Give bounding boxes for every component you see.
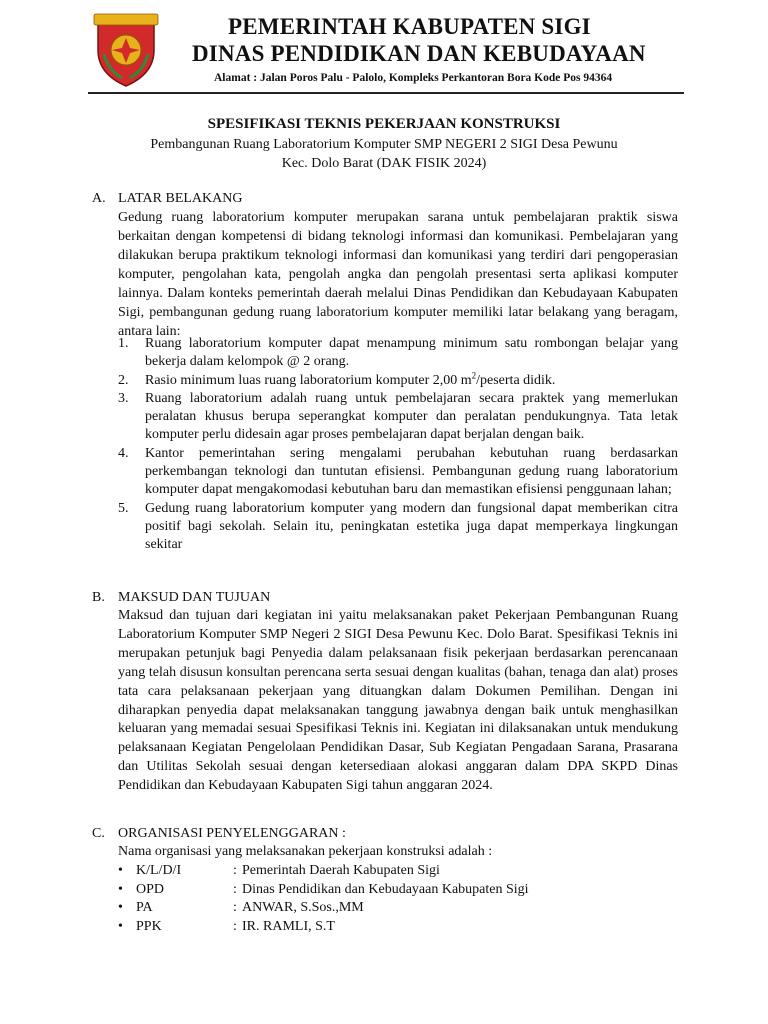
document-subtitle-1: Pembangunan Ruang Laboratorium Komputer SMP NEGERI 2 SIGI Desa Pewunu: [150, 137, 618, 152]
separator: :: [233, 863, 237, 878]
section-a-heading: LATAR BELAKANG: [118, 191, 243, 206]
separator: :: [233, 881, 237, 897]
section-c-letter: C.: [92, 826, 105, 841]
list-item: [118, 369, 678, 390]
list-item-text: Gedung ruang laboratorium komputer yang modern dan fungsional dapat memberikan citra positif bagi sekolah. Selain itu, peningkatan estetika juga dapat memperkaya lingkungan sekitar: [145, 500, 678, 553]
organization-list: [118, 862, 678, 936]
list-item-text: Rasio minimum luas ruang laboratorium komputer 2,00 m: [145, 372, 472, 388]
organization-row: [118, 881, 678, 900]
bullet: •: [118, 918, 123, 934]
list-item: [118, 500, 678, 555]
list-item-number: 2.: [118, 372, 129, 388]
organization-value: ANWAR, S.Sos.,MM: [242, 900, 364, 915]
letterhead-address: Alamat : Jalan Poros Palu - Palolo, Kompleks Perkantoran Bora Kode Pos 94364: [214, 72, 613, 84]
list-item-text: Kantor pemerintahan sering mengalami perubahan kebutuhan ruang berdasarkan perkembangan teknologi dan tuntutan efisiensi. Pembangunan gedung ruang laboratorium komputer dapat mengakomodasi kebutuhan baru dan memastikan efisiensi penggunaan lahan;: [145, 445, 678, 498]
organization-row: [118, 899, 678, 918]
section-a-intro: Gedung ruang laboratorium komputer merupakan sarana untuk pembelajaran praktik siswa berkaitan dengan kompetensi di bidang teknologi informasi dan komunikasi. Pembelajaran yang dilakukan berupa praktikum teknologi informasi dan komunikasi yang terdiri dari pengoperasian komputer, pengolahan kata, pengolah angka dan pengolah presentasi serta aplikasi komputer lainnya. Dalam konteks pemerintah daerah melalui Dinas Pendidikan dan Kebudayaan Kabupaten Sigi, pembangunan gedung ruang laboratorium komputer memiliki latar belakang yang beragam, antara lain:: [118, 210, 678, 339]
list-item-number: 4.: [118, 445, 129, 461]
list-item: [118, 390, 678, 445]
organization-value: Pemerintah Daerah Kabupaten Sigi: [242, 863, 440, 878]
bullet: •: [118, 900, 123, 915]
separator: :: [233, 918, 237, 934]
list-item-text: Ruang laboratorium adalah ruang untuk pembelajaran secara praktek yang memerlukan peralatan khusus berupa seperangkat komputer dan peralatan pendukungnya. Tata letak komputer perlu didesain agar proses pembelajaran dapat berjalan dengan baik.: [145, 390, 678, 443]
kabupaten-sigi-logo: [92, 10, 160, 88]
section-a-list: [118, 335, 678, 555]
organization-row: [118, 918, 678, 937]
section-a-letter: A.: [92, 191, 106, 206]
organization-key: PA: [136, 900, 153, 915]
bullet: •: [118, 863, 123, 878]
organization-row: [118, 862, 678, 881]
letterhead: [88, 8, 688, 90]
list-item-number: 1.: [118, 336, 129, 351]
organization-key: K/L/D/I: [136, 863, 182, 878]
list-item-text: Ruang laboratorium komputer dapat menampung minimum satu rombongan belajar yang bekerja dalam kelompok @ 2 orang.: [145, 336, 678, 370]
document-subtitle-2: Kec. Dolo Barat (DAK FISIK 2024): [281, 156, 487, 171]
bullet: •: [118, 881, 123, 897]
letterhead-divider: [88, 92, 684, 94]
list-item: [118, 335, 678, 372]
letterhead-line-1: PEMERINTAH KABUPATEN SIGI: [228, 14, 591, 39]
organization-value: IR. RAMLI, S.T: [242, 918, 335, 934]
section-c-heading: ORGANISASI PENYELENGGARAN :: [118, 826, 346, 841]
organization-key: OPD: [136, 881, 165, 897]
organization-value: Dinas Pendidikan dan Kebudayaan Kabupaten Sigi: [242, 881, 529, 897]
organization-key: PPK: [136, 918, 162, 934]
letterhead-line-2: DINAS PENDIDIKAN DAN KEBUDAYAAN: [192, 41, 646, 66]
list-item-number: 5.: [118, 500, 129, 516]
superscript: 2: [471, 369, 477, 380]
separator: :: [233, 900, 237, 915]
section-b-letter: B.: [92, 590, 105, 605]
section-c-intro: Nama organisasi yang melaksanakan pekerjaan konstruksi adalah :: [118, 844, 493, 859]
section-b-heading: MAKSUD DAN TUJUAN: [118, 590, 271, 605]
document-title: SPESIFIKASI TEKNIS PEKERJAAN KONSTRUKSI: [207, 116, 561, 132]
section-b-body: Maksud dan tujuan dari kegiatan ini yaitu melaksanakan paket Pekerjaan Pembangunan Ruang Laboratorium Komputer SMP Negeri 2 SIGI Desa Pewunu Kec. Dolo Barat. Spesifikasi Teknis ini merupakan petunjuk bagi Penyedia dalam pelaksanaan fisik pekerjaan berdasarkan perencanaan yang telah disusun konsultan perencana serta sesuai dengan kualitas (bahan, tenaga dan alat) proses tata cara pelaksanaan pekerjaan yang dituangkan dalam Dokumen Pemilihan. Dengan ini diharapkan penyedia dapat melaksanakan tanggung jawabnya dengan baik untuk menghasilkan keluaran yang memadai sesuai Spesifikasi Teknis ini. Kegiatan ini dilaksanakan untuk mendukung pelaksanaan Kegiatan Pengelolaan Pendidikan Dasar, Sub Kegiatan Pengadaan Sarana, Prasarana dan Utilitas Sekolah sesuai dengan ketersediaan alokasi anggaran dalam DPA SKPD Dinas Pendidikan dan Kebudayaan Kabupaten Sigi tahun anggaran 2024.: [118, 608, 678, 794]
list-item-number: 3.: [118, 390, 129, 406]
list-item-text-tail: /peserta didik.: [476, 372, 556, 388]
list-item: [118, 445, 678, 500]
